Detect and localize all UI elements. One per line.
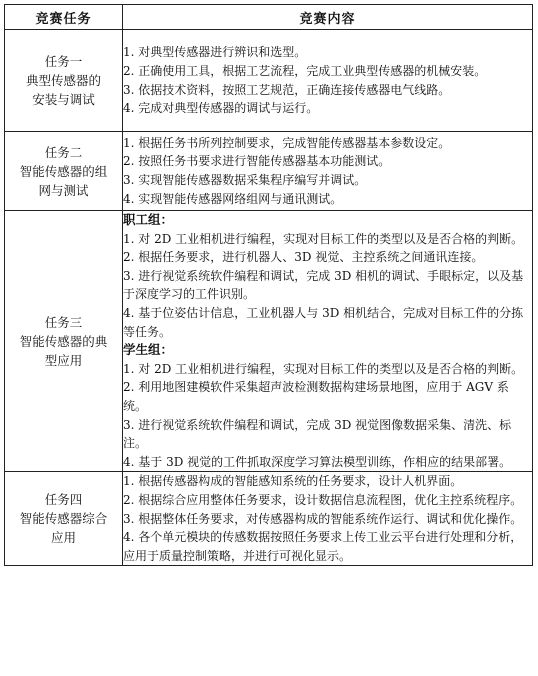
task-2-item-2: 2. 按照任务书要求进行智能传感器基本功能测试。 — [123, 154, 391, 169]
task-3-student-item-2: 2. 利用地图建模软件采集超声波检测数据构建场景地图，应用于 AGV 系统。 — [123, 380, 509, 413]
task-1-item-2: 2. 正确使用工具，根据工艺流程，完成工业典型传感器的机械安装。 — [123, 63, 487, 78]
task-2-name-line2: 智能传感器的组 — [19, 163, 108, 179]
competition-task-table — [4, 4, 533, 566]
task-row-2 — [5, 132, 533, 211]
task-row-4 — [5, 472, 533, 566]
task-3-name-line2: 智能传感器的典 — [19, 333, 108, 349]
task-1-name-line2: 典型传感器的 — [25, 73, 101, 88]
task-2-name — [5, 132, 123, 211]
task-1-name — [5, 30, 123, 132]
task-4-item-1: 1. 根据传感器构成的智能感知系统的任务要求，设计人机界面。 — [123, 474, 463, 489]
task-1-content — [123, 30, 533, 132]
task-3-staff-item-2: 2. 根据任务要求，进行机器人、3D 视觉、主控系统之间通讯连接。 — [123, 250, 484, 265]
task-3-student-item-4: 4. 基于 3D 视觉的工件抓取深度学习算法模型训练，作相应的结果部署。 — [123, 454, 512, 469]
task-1-item-1: 1. 对典型传感器进行辨识和选型。 — [123, 45, 307, 60]
task-3-staff-item-1: 1. 对 2D 工业相机进行编程，实现对目标工件的类型以及是否合格的判断。 — [123, 231, 524, 246]
task-4-content — [123, 472, 533, 566]
task-4-item-3: 3. 根据整体任务要求，对传感器构成的智能系统作运行、调试和优化操作。 — [123, 511, 523, 526]
task-4-name-line3: 应用 — [50, 530, 76, 546]
task-column-header: 竞赛任务 — [5, 5, 123, 30]
task-3-staff-group-heading: 职工组： — [123, 212, 174, 227]
task-4-item-2: 2. 根据综合应用整体任务要求，设计数据信息流程图，优化主控系统程序。 — [123, 492, 523, 507]
task-2-name-line1: 任务二 — [44, 144, 83, 160]
task-4-name — [5, 472, 123, 566]
task-4-name-line2: 智能传感器综合 — [19, 511, 108, 527]
task-4-name-line1: 任务四 — [44, 492, 83, 508]
content-column-header: 竞赛内容 — [123, 5, 533, 30]
task-3-content — [123, 211, 533, 472]
task-row-3 — [5, 211, 533, 472]
task-row-1 — [5, 30, 533, 132]
task-2-item-1: 1. 根据任务书所列控制要求，完成智能传感器基本参数设定。 — [123, 135, 451, 150]
task-3-staff-item-3: 3. 进行视觉系统软件编程和调试，完成 3D 相机的调试、手眼标定，以及基于深度学习的工件识别。 — [123, 268, 524, 302]
task-3-name-line1: 任务三 — [44, 314, 83, 330]
task-3-student-item-3: 3. 进行视觉系统软件编程和调试，完成 3D 视觉图像数据采集、清洗、标注。 — [123, 417, 512, 451]
task-2-name-line3: 网与测试 — [38, 182, 89, 198]
table-header-row — [5, 5, 533, 30]
task-3-name — [5, 211, 123, 472]
task-1-name-line1: 任务一 — [44, 54, 83, 69]
task-2-content — [123, 132, 533, 211]
task-1-item-4: 4. 完成对典型传感器的调试与运行。 — [123, 101, 319, 116]
task-2-item-3: 3. 实现智能传感器数据采集程序编写并调试。 — [123, 173, 367, 187]
task-3-student-group-heading: 学生组： — [123, 342, 174, 358]
task-1-name-line3: 安装与调试 — [32, 92, 95, 107]
task-2-item-4: 4. 实现智能传感器网络组网与通讯测试。 — [123, 191, 343, 206]
task-3-student-item-1: 1. 对 2D 工业相机进行编程，实现对目标工件的类型以及是否合格的判断。 — [123, 361, 524, 376]
task-3-staff-item-4: 4. 基于位姿估计信息，工业机器人与 3D 相机结合，完成对目标工件的分拣等任务。 — [123, 305, 524, 339]
task-1-item-3: 3. 依据技术资料，按照工艺规范，正确连接传感器电气线路。 — [123, 82, 451, 97]
task-3-name-line3: 型应用 — [44, 352, 83, 368]
task-4-item-4: 4. 各个单元模块的传感数据按照任务要求上传工业云平台进行处理和分析，应用于质量控制策略，并进行可视化显示。 — [123, 530, 523, 563]
